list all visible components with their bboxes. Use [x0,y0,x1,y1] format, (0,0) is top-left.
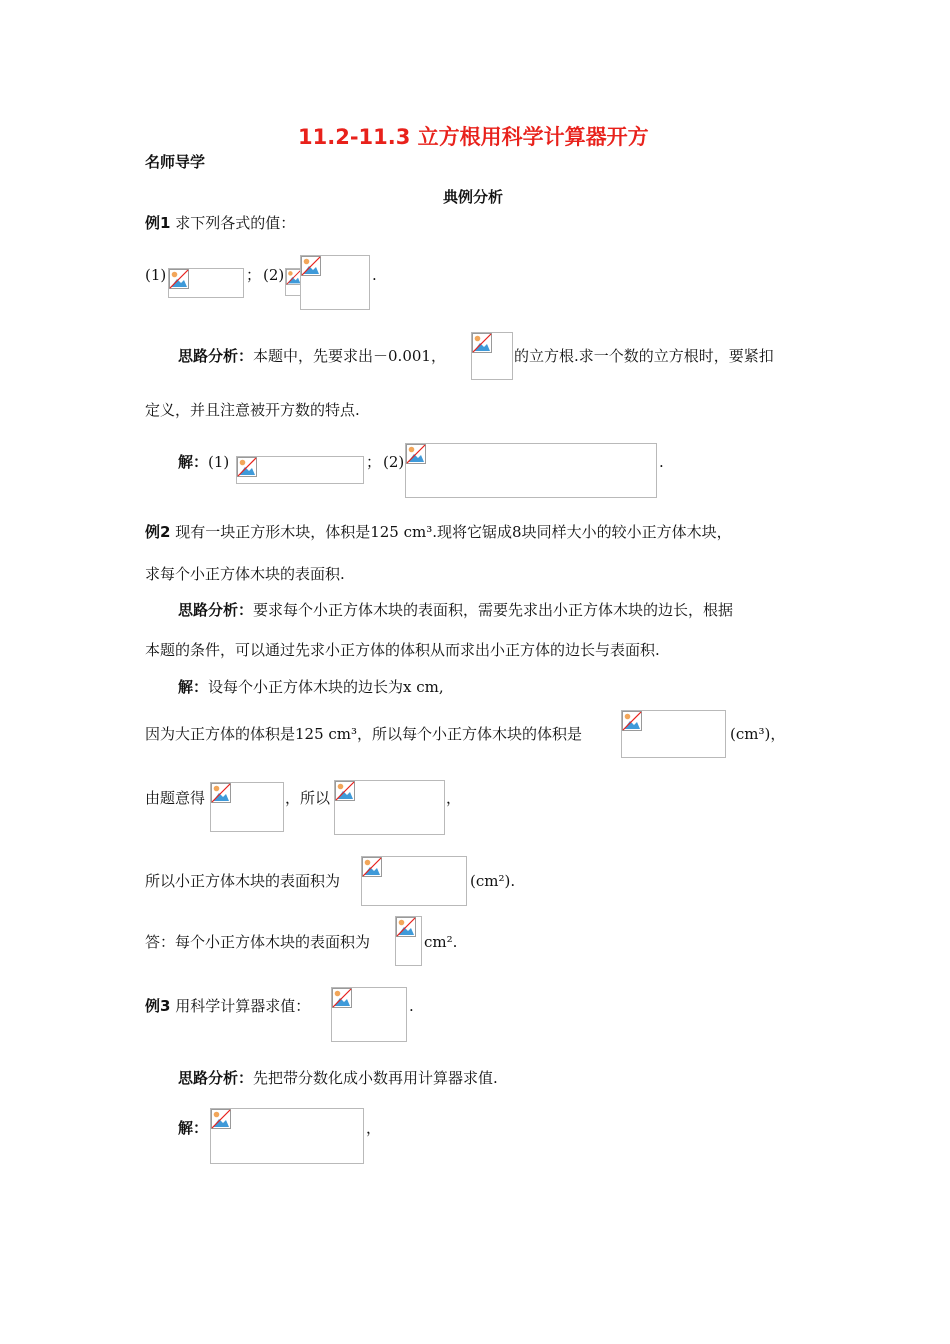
section-heading: 名师导学 [145,153,206,171]
example-3-label: 例3 [145,997,171,1015]
formula-image [331,987,407,1042]
step3-text: 所以小正方体木块的表面积为 [145,872,341,890]
subsection-heading: 典例分析 [443,188,504,206]
unit-text: cm². [424,933,458,951]
ex2-solution-intro [178,677,444,697]
ex1-part1-label: (1) [145,266,167,284]
formula-image [210,782,284,832]
formula-image [361,856,467,906]
separator: ； [366,453,382,471]
example-2-text: 现有一块正方形木块，体积是125 cm³.现将它锯成8块同样大小的较小正方体木块， [175,523,732,541]
page-title: 11.2-11.3 立方根用科学计算器开方 [298,125,649,149]
ex1-analysis-line1 [178,346,446,366]
broken-image-icon [332,988,352,1008]
broken-image-icon [362,857,382,877]
ex3-solution-label [178,1118,208,1138]
example-3-text: 用科学计算器求值： [175,997,311,1015]
step2-text: ， [446,789,462,807]
unit-text: (cm²). [470,872,516,890]
analysis-text: 本题中，先要求出－0.001， [253,347,446,365]
analysis-text: 的立方根.求一个数的立方根时，要紧扣 [514,347,774,365]
analysis-text: 本题的条件，可以通过先求小正方体的体积从而求出小正方体的边长与表面积. [145,641,660,659]
unit-text: (cm³)， [730,725,786,743]
formula-image [300,255,370,310]
solution-label: 解： [178,678,209,696]
example-1-text: 求下列各式的值： [175,214,296,232]
analysis-text: 要求每个小正方体木块的表面积，需要先求出小正方体木块的边长，根据 [253,601,734,619]
period: . [372,266,377,284]
ex1-solution [178,452,229,472]
example-1-label: 例1 [145,214,171,232]
broken-image-icon [237,457,257,477]
formula-image [395,916,422,966]
period: . [659,453,664,471]
solution-part1-label: (1) [208,453,230,471]
example-2-text-line2: 求每个小正方体木块的表面积. [145,565,345,583]
broken-image-icon [211,1109,231,1129]
example-1-prompt [145,213,295,233]
broken-image-icon [211,783,231,803]
broken-image-icon [169,269,189,289]
analysis-text: 定义，并且注意被开方数的特点. [145,401,360,419]
solution-label: 解： [178,1119,209,1137]
formula-image [471,332,513,380]
formula-image [210,1108,364,1164]
period: . [409,997,414,1015]
comma: ， [366,1119,382,1137]
example-2-label: 例2 [145,523,171,541]
ex3-analysis [178,1068,498,1088]
formula-image [405,443,657,498]
ex2-analysis-line1 [178,600,733,620]
example-2-prompt [145,522,732,542]
formula-image [621,710,726,758]
step2-text: ，所以 [285,789,331,807]
formula-image [168,268,244,298]
analysis-label: 思路分析： [178,1069,254,1087]
broken-image-icon [406,444,426,464]
step1-text: 因为大正方体的体积是125 cm³，所以每个小正方体木块的体积是 [145,725,583,743]
solution-label: 解： [178,453,209,471]
analysis-label: 思路分析： [178,347,254,365]
broken-image-icon [622,711,642,731]
analysis-label: 思路分析： [178,601,254,619]
formula-image [236,456,364,484]
broken-image-icon [301,256,321,276]
solution-text: 设每个小正方体木块的边长为x cm, [208,678,444,696]
solution-part2-label: (2) [383,453,405,471]
ex1-part2-label: (2) [263,266,285,284]
broken-image-icon [396,917,416,937]
answer-text: 答：每个小正方体木块的表面积为 [145,933,371,951]
broken-image-icon [472,333,492,353]
step2-text: 由题意得 [145,789,206,807]
analysis-text: 先把带分数化成小数再用计算器求值. [253,1069,498,1087]
broken-image-icon [335,781,355,801]
formula-image [334,780,445,835]
example-3-prompt [145,996,310,1016]
separator: ； [246,266,262,284]
